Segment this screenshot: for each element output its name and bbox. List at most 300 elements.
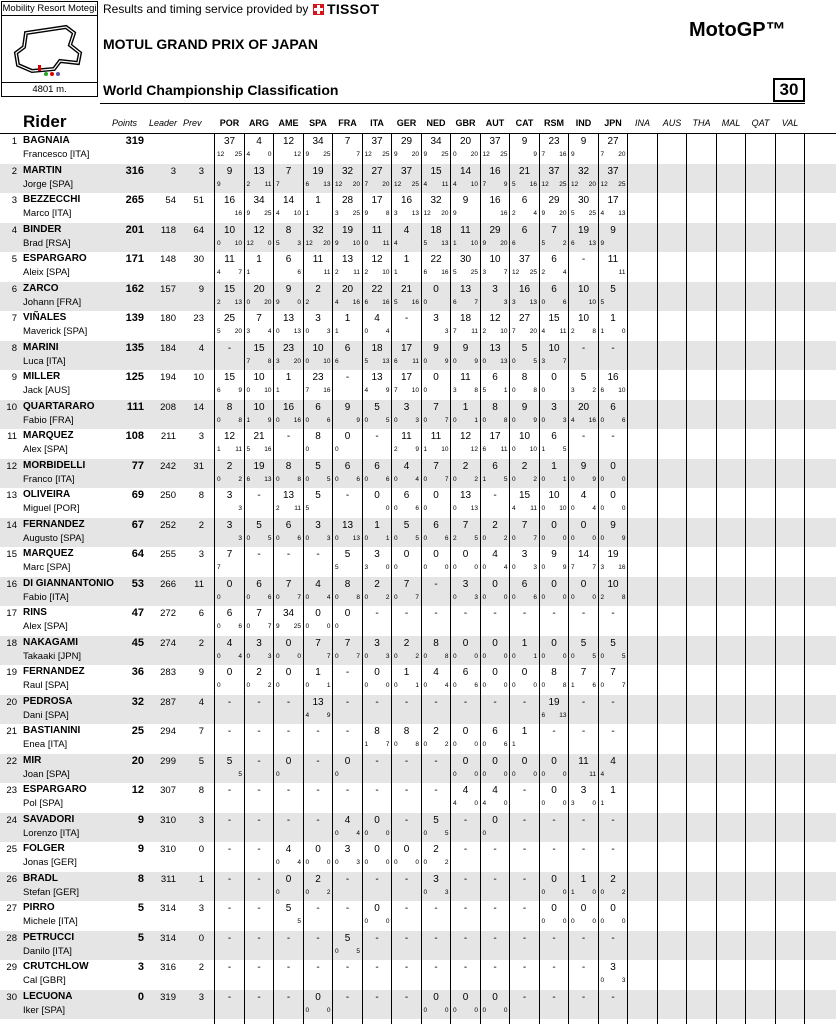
race-points: 0	[592, 534, 596, 542]
race-result-ame	[274, 960, 303, 990]
race-total: 2	[462, 460, 469, 472]
race-points: 0	[474, 800, 478, 807]
race-result-spa	[304, 400, 333, 430]
race-result-gbr	[451, 901, 480, 931]
race-result-ned	[422, 695, 451, 725]
column-divider	[775, 133, 776, 1024]
rider-points: 3	[137, 961, 144, 973]
race-total: 13	[489, 342, 501, 354]
venue-box	[1, 1, 98, 97]
race-result-ind	[569, 370, 598, 400]
race-points: 10	[234, 239, 242, 247]
race-result-cat	[510, 193, 539, 223]
race-total: 23	[312, 372, 324, 383]
sprint-points: 0	[512, 446, 516, 453]
race-result-spa	[304, 754, 333, 784]
race-total: -	[493, 490, 497, 501]
race-total: 3	[226, 519, 233, 531]
rider-surname: OLIVEIRA	[23, 489, 71, 500]
gap-to-previous: 10	[193, 372, 204, 383]
race-result-fra	[333, 842, 362, 872]
race-points: 7	[267, 623, 272, 630]
sprint-points: 7	[541, 151, 546, 158]
race-header-por: POR	[219, 118, 240, 128]
sprint-points: 0	[453, 652, 457, 660]
rider-given-name: Cal [GBR]	[23, 975, 66, 986]
race-points: 1	[562, 475, 567, 483]
race-points: 3	[238, 505, 242, 512]
race-result-ger	[392, 695, 421, 725]
race-result-ame	[274, 134, 303, 164]
race-result-ned	[422, 400, 451, 430]
gap-to-previous: 64	[193, 224, 204, 236]
sprint-points: 0	[217, 652, 221, 660]
race-total: -	[257, 903, 261, 914]
race-points: 6	[297, 269, 301, 276]
race-result-spa	[304, 488, 333, 518]
race-result-gbr	[451, 813, 480, 843]
gap-to-leader: 54	[165, 195, 176, 206]
race-total: 4	[374, 313, 380, 324]
race-points: 0	[326, 623, 331, 630]
sprint-points: 1	[571, 682, 575, 689]
race-result-cat	[510, 724, 539, 754]
race-total: 15	[223, 372, 236, 383]
race-result-aut	[481, 960, 510, 990]
race-total: 3	[580, 785, 587, 796]
sprint-points: 9	[305, 151, 310, 158]
race-result-ned	[422, 665, 451, 695]
column-divider	[273, 133, 274, 1024]
rider-given-name: Alex [SPA]	[23, 444, 68, 455]
race-result-ger	[392, 164, 421, 194]
race-points: 1	[533, 652, 537, 660]
race-result-ned	[422, 990, 451, 1020]
race-points: 16	[618, 564, 626, 571]
race-total: 34	[312, 136, 324, 147]
rider-points: 5	[137, 902, 144, 914]
sprint-points: 6	[482, 446, 487, 453]
race-total: 34	[282, 608, 295, 619]
race-total: -	[434, 932, 438, 944]
race-total: -	[581, 814, 586, 826]
race-total: -	[345, 991, 350, 1003]
race-total: -	[552, 932, 556, 944]
sprint-points: 4	[600, 770, 605, 778]
race-result-ame	[274, 193, 303, 223]
race-result-por	[215, 724, 244, 754]
race-total: 21	[253, 431, 265, 442]
gap-to-previous: 3	[198, 549, 204, 560]
rider-points: 162	[125, 282, 144, 295]
race-result-por	[215, 193, 244, 223]
race-points: 5	[385, 416, 390, 424]
rider-points: 47	[131, 607, 144, 619]
race-total: 37	[223, 136, 236, 147]
rider-position: 21	[6, 726, 17, 737]
race-total: 19	[312, 165, 324, 177]
race-total: 6	[551, 431, 557, 442]
race-result-arg	[245, 990, 274, 1020]
tissot-text: TISSOT	[327, 1, 380, 17]
sprint-points: 0	[305, 1006, 310, 1014]
race-points: 0	[385, 859, 390, 866]
sprint-points: 0	[541, 800, 546, 807]
race-total: 13	[341, 519, 354, 531]
race-total: 10	[577, 313, 590, 324]
race-total: 9	[344, 401, 351, 413]
rider-points: 36	[131, 666, 144, 678]
race-result-gbr	[451, 429, 480, 459]
race-result-ind	[569, 783, 598, 813]
race-total: 0	[521, 755, 528, 767]
race-total: -	[522, 785, 527, 796]
sprint-points: 6	[423, 269, 428, 276]
column-divider	[627, 133, 628, 1024]
race-result-rsm	[540, 311, 569, 341]
sprint-points: 0	[394, 682, 398, 689]
sprint-points: 2	[541, 269, 546, 276]
race-total: 9	[521, 401, 528, 413]
race-total: 1	[580, 873, 587, 885]
race-total: 11	[460, 224, 471, 236]
rider-given-name: Iker [SPA]	[23, 1004, 66, 1016]
race-result-aut	[481, 400, 510, 430]
sprint-points: 1	[305, 210, 310, 217]
race-total: 0	[492, 667, 498, 678]
sprint-points: 0	[600, 416, 605, 424]
race-total: 7	[403, 578, 410, 590]
race-result-arg	[245, 695, 274, 725]
race-result-ind	[569, 547, 598, 577]
race-total: -	[375, 431, 379, 442]
column-divider	[745, 133, 746, 1024]
race-total: 3	[226, 490, 233, 501]
race-total: 19	[548, 696, 560, 708]
sprint-points: 4	[246, 151, 251, 158]
race-total: 32	[430, 195, 442, 206]
race-result-spa	[304, 429, 333, 459]
race-total: 1	[521, 637, 528, 649]
sprint-points: 5	[217, 328, 221, 335]
race-total: 6	[374, 460, 380, 472]
race-total: 3	[374, 549, 380, 560]
race-points: 11	[382, 239, 390, 247]
race-total: 8	[374, 726, 380, 737]
table-row	[0, 606, 836, 636]
race-total: -	[257, 549, 261, 560]
race-header-mal: MAL	[721, 118, 741, 128]
race-result-gbr	[451, 252, 480, 282]
rider-points: 8	[137, 872, 144, 885]
table-row	[0, 134, 836, 164]
rider-surname: LECUONA	[23, 990, 73, 1002]
race-total: 5	[433, 814, 439, 826]
gap-to-leader: 242	[160, 460, 176, 472]
rider-position: 9	[11, 372, 17, 383]
sprint-points: 6	[217, 387, 221, 394]
race-total: 3	[315, 313, 321, 324]
table-row	[0, 577, 836, 607]
race-total: -	[345, 785, 350, 796]
sprint-points: 0	[394, 652, 398, 660]
rider-position: 19	[6, 667, 17, 678]
race-result-arg	[245, 282, 274, 312]
rider-surname: BAGNAIA	[23, 135, 70, 146]
gap-to-leader: 287	[160, 696, 176, 708]
race-points: 8	[444, 652, 449, 660]
race-total: 0	[285, 637, 292, 649]
race-result-jpn	[599, 783, 628, 813]
race-header-cat: CAT	[515, 118, 534, 128]
race-total: -	[611, 991, 615, 1003]
race-points: 9	[415, 446, 419, 453]
race-result-cat	[510, 990, 539, 1020]
race-total: -	[611, 608, 615, 619]
race-result-gbr	[451, 164, 480, 194]
race-total: -	[316, 814, 320, 826]
race-result-arg	[245, 872, 274, 902]
sprint-points: 0	[571, 534, 575, 542]
race-total: -	[581, 254, 586, 265]
header-rider: Rider	[23, 112, 67, 131]
race-total: 5	[521, 342, 528, 354]
race-points: 10	[470, 180, 478, 188]
race-result-jpn	[599, 872, 628, 902]
race-points: 0	[474, 652, 478, 660]
table-row	[0, 370, 836, 400]
gap-to-leader: 274	[160, 637, 176, 649]
race-result-spa	[304, 134, 333, 164]
race-total: 1	[374, 519, 380, 531]
race-total: -	[286, 991, 291, 1003]
sprint-points: 0	[335, 770, 339, 778]
race-total: 5	[610, 283, 616, 295]
race-total: 4	[344, 814, 351, 826]
race-result-ned	[422, 134, 451, 164]
race-points: 0	[562, 534, 567, 542]
race-total: 6	[551, 283, 557, 295]
sprint-points: 0	[600, 652, 605, 660]
race-result-por	[215, 252, 244, 282]
column-divider	[303, 133, 304, 1024]
sprint-points: 12	[571, 180, 579, 188]
race-result-ger	[392, 606, 421, 636]
rider-points: 125	[125, 371, 144, 383]
race-result-jpn	[599, 488, 628, 518]
rider-position: 20	[6, 696, 17, 708]
race-result-cat	[510, 311, 539, 341]
race-total: -	[227, 873, 232, 885]
sprint-points: 0	[512, 475, 516, 483]
rider-position: 27	[6, 903, 17, 914]
race-total: -	[611, 431, 615, 442]
race-result-gbr	[451, 783, 480, 813]
sprint-points: 1	[571, 888, 575, 896]
race-total: 2	[315, 283, 321, 295]
race-total: 11	[578, 755, 589, 767]
race-points: 11	[353, 269, 360, 276]
race-result-ame	[274, 341, 303, 371]
gap-to-leader: 311	[160, 873, 176, 885]
race-total: 0	[492, 755, 498, 767]
sprint-points: 7	[305, 387, 310, 394]
race-result-arg	[245, 400, 274, 430]
race-total: 19	[341, 224, 354, 236]
race-points: 10	[470, 239, 478, 247]
race-result-por	[215, 429, 244, 459]
sprint-points: 4	[364, 387, 369, 394]
table-row	[0, 783, 836, 813]
sprint-points: 3	[276, 357, 280, 365]
race-result-ame	[274, 429, 303, 459]
rider-given-name: Jorge [SPA]	[23, 178, 73, 190]
sprint-points: 0	[423, 829, 428, 837]
race-total: 0	[285, 667, 292, 678]
sprint-points: 0	[246, 652, 251, 660]
race-total: -	[316, 549, 320, 560]
sprint-points: 0	[276, 475, 280, 483]
sprint-points: 0	[423, 859, 428, 866]
race-result-cat	[510, 488, 539, 518]
race-total: -	[581, 342, 586, 354]
race-result-spa	[304, 783, 333, 813]
race-result-ind	[569, 282, 598, 312]
race-points: 13	[323, 180, 331, 188]
sprint-points: 9	[246, 210, 251, 217]
race-total: 15	[253, 342, 265, 354]
race-total: 0	[433, 991, 439, 1003]
race-total: -	[286, 726, 291, 737]
rider-points: 201	[125, 223, 144, 236]
race-result-fra	[333, 665, 362, 695]
race-result-ger	[392, 547, 421, 577]
race-total: 1	[315, 195, 321, 206]
race-total: -	[316, 903, 320, 914]
race-total: -	[345, 372, 350, 383]
column-divider	[686, 133, 687, 1024]
race-result-ind	[569, 606, 598, 636]
race-total: 8	[492, 401, 498, 413]
race-total: 3	[610, 962, 616, 973]
sprint-points: 3	[512, 298, 516, 306]
race-points: 20	[618, 151, 626, 158]
gap-to-previous: 6	[198, 608, 204, 619]
rider-position: 1	[11, 136, 17, 147]
race-total: 9	[226, 165, 233, 177]
race-total: 28	[341, 195, 354, 206]
table-row	[0, 193, 836, 223]
race-result-por	[215, 960, 244, 990]
rider-surname: MARTIN	[23, 164, 62, 176]
table-row	[0, 931, 836, 961]
race-points: 25	[323, 151, 331, 158]
rider-surname: ESPARGARO	[23, 253, 87, 264]
race-result-gbr	[451, 606, 480, 636]
race-result-gbr	[451, 547, 480, 577]
sprint-points: 0	[453, 151, 457, 158]
sprint-points: 0	[335, 652, 339, 660]
race-points: 16	[323, 387, 331, 394]
race-result-spa	[304, 901, 333, 931]
race-total: 3	[344, 844, 351, 855]
race-total: 10	[253, 401, 265, 413]
race-total: 4	[492, 785, 498, 796]
race-total: 5	[580, 637, 587, 649]
race-points: 7	[503, 269, 508, 276]
race-total: 0	[403, 844, 410, 855]
rider-position: 25	[6, 844, 17, 855]
rider-given-name: Stefan [GER]	[23, 886, 79, 898]
race-points: 9	[326, 711, 331, 719]
sprint-points: 9	[217, 180, 221, 188]
race-total: 9	[462, 342, 469, 354]
sprint-points: 0	[217, 593, 221, 601]
sprint-points: 7	[394, 387, 398, 394]
race-result-fra	[333, 311, 362, 341]
sprint-points: 5	[571, 210, 575, 217]
race-points: 7	[326, 652, 331, 660]
race-points: 20	[234, 328, 242, 335]
gap-to-leader: 194	[160, 372, 176, 383]
race-total: 30	[459, 254, 472, 265]
sprint-points: 5	[423, 239, 428, 247]
rider-points: 135	[125, 341, 144, 354]
race-points: 4	[562, 269, 567, 276]
race-total: 8	[521, 372, 528, 383]
race-points: 2	[592, 387, 596, 394]
race-total: 18	[459, 313, 472, 324]
race-total: 16	[282, 401, 295, 413]
race-points: 6	[533, 593, 537, 601]
rider-position: 12	[6, 460, 17, 472]
race-total: 2	[433, 726, 439, 737]
race-result-cat	[510, 134, 539, 164]
race-total: -	[316, 755, 320, 767]
rider-given-name: Michele [ITA]	[23, 916, 78, 927]
rider-points: 67	[131, 518, 144, 531]
sprint-points: 12	[394, 180, 402, 188]
race-points: 4	[592, 505, 596, 512]
rider-given-name: Fabio [FRA]	[23, 414, 74, 426]
race-total: 6	[492, 460, 498, 472]
race-total: 0	[285, 873, 292, 885]
gap-to-previous: 11	[194, 578, 204, 590]
race-result-cat	[510, 429, 539, 459]
race-result-ita	[363, 459, 392, 489]
sprint-points: 0	[364, 239, 369, 247]
sprint-points: 0	[453, 682, 457, 689]
race-points: 5	[474, 534, 478, 542]
race-total: 0	[551, 755, 557, 767]
race-result-ame	[274, 606, 303, 636]
rider-position: 17	[6, 608, 17, 619]
race-points: 0	[267, 151, 272, 158]
race-total: 15	[548, 313, 560, 324]
race-total: 6	[226, 608, 233, 619]
race-result-rsm	[540, 252, 569, 282]
race-points: 11	[618, 269, 626, 276]
race-result-spa	[304, 577, 333, 607]
race-points: 16	[293, 416, 301, 424]
race-result-ned	[422, 577, 451, 607]
rider-surname: MARQUEZ	[23, 430, 74, 441]
sprint-points: 3	[571, 387, 575, 394]
sprint-points: 0	[600, 505, 605, 512]
rider-position: 10	[6, 401, 17, 413]
rider-surname: BASTIANINI	[23, 725, 81, 736]
race-result-por	[215, 488, 244, 518]
